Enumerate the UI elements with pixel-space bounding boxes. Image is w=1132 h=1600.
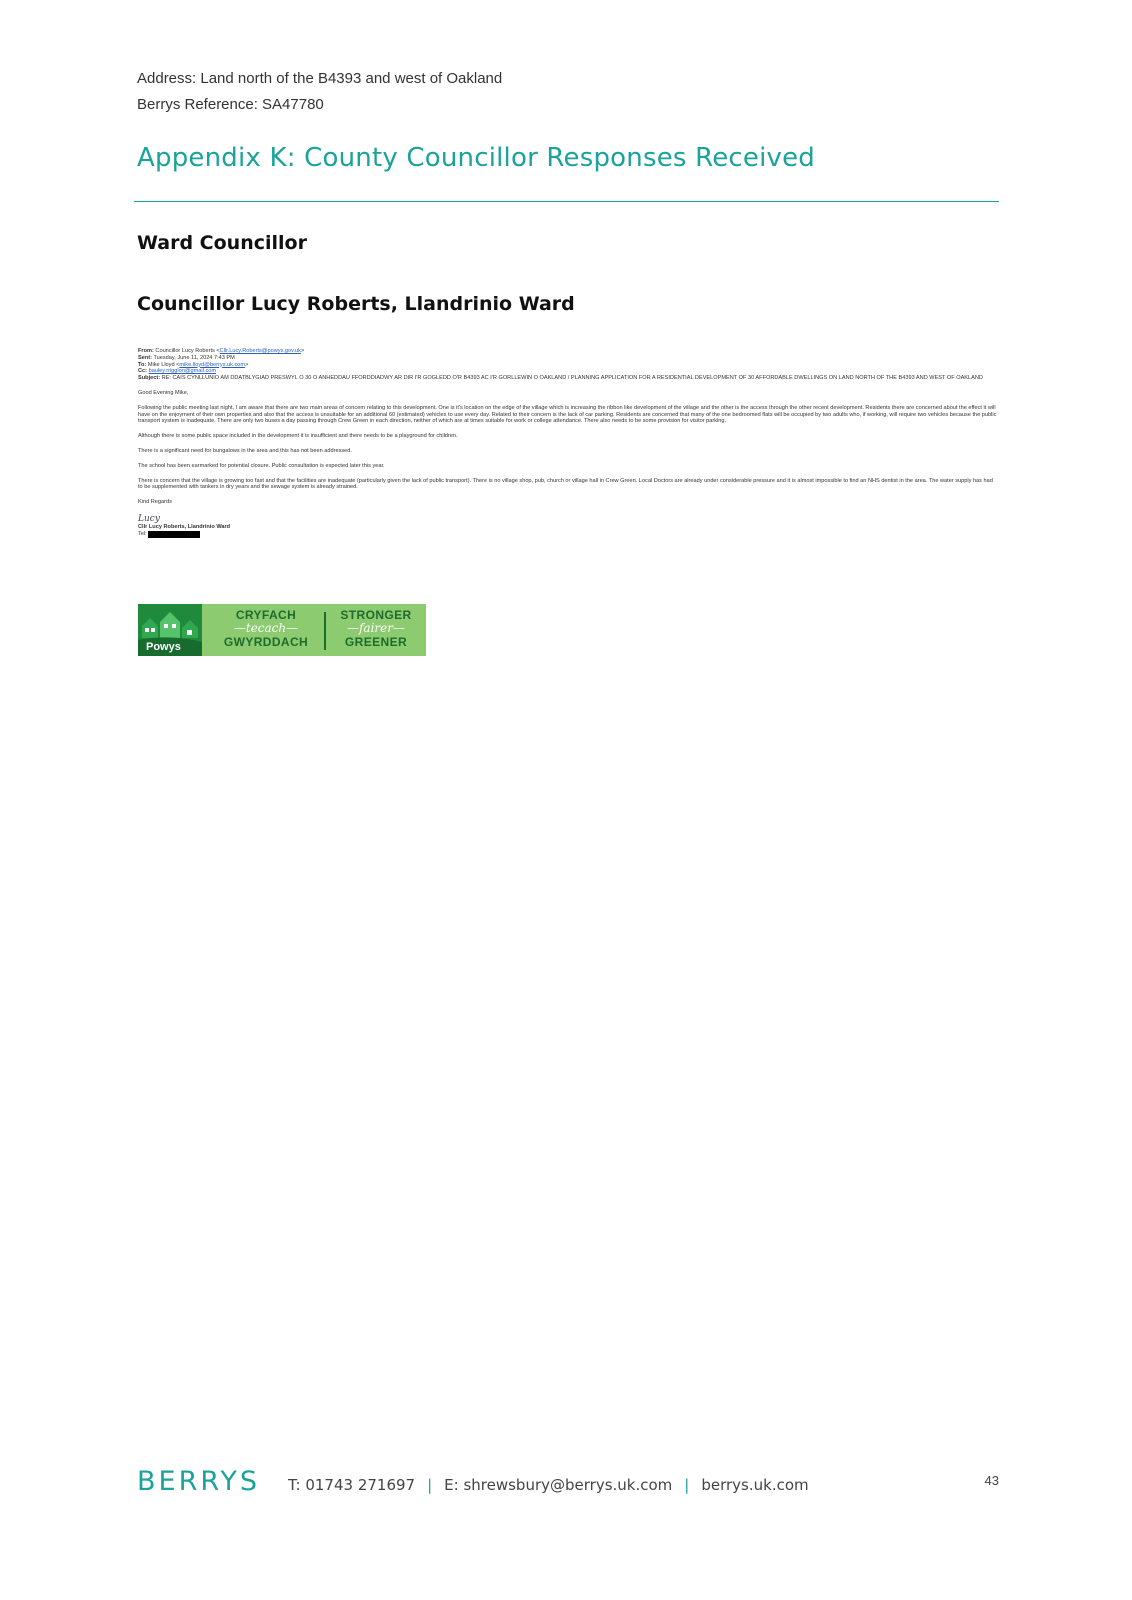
email-closing: Kind Regards [138, 499, 172, 506]
signature-name: Cllr Lucy Roberts, Llandrinio Ward [138, 523, 231, 530]
email-headers [138, 348, 998, 382]
page-number: 43 [984, 1473, 999, 1488]
footer-website-link[interactable]: berrys.uk.com [701, 1476, 809, 1494]
email-screenshot [138, 348, 998, 539]
email-paragraph: There is a significant need for bungalows in the area and this has not been addressed. [138, 447, 352, 454]
from-email-link[interactable]: Cllr.Lucy.Roberts@powys.gov.uk [219, 348, 301, 354]
to-email-link[interactable]: mike.lloyd@berrys.uk.com [179, 361, 246, 368]
welsh-slogan: CRYFACH —tecach— GWYRDDACH [223, 608, 309, 649]
email-from: From: Councillor Lucy Roberts <Cllr.Lucy.Roberts@powys.gov.uk> [138, 348, 305, 354]
email-sent: Sent: Tuesday, June 11, 2024 7:43 PM [138, 354, 235, 361]
reference-line: Berrys Reference: SA47780 [137, 96, 324, 113]
email-cc: Cc: bauley.rrigglon@gmail.com [138, 368, 217, 375]
redaction-box [148, 531, 200, 538]
footer-phone: T: 01743 271697 [288, 1476, 416, 1494]
email-to: To: Mike Lloyd <mike.lloyd@berrys.uk.com> [138, 361, 249, 368]
title-divider [134, 201, 999, 202]
english-slogan: STRONGER —fairer— GREENER [340, 608, 412, 649]
email-paragraph: Although there is some public space included in the development it is insufficient and there needs to be a playground for children. [138, 433, 458, 440]
handwritten-signature: Lucy [138, 513, 160, 524]
section-heading-councillor-name: Councillor Lucy Roberts, Llandrinio Ward [137, 293, 575, 315]
email-paragraph: Following the public meeting last night, I am aware that there are two main areas of concern relating to this development. One is it's location on the edge of the village which is increasing the ribbon like development of the village and the other is the access through the other recent development. Residents there are concerned about the effect it will have on the enjoyment of their own properties and also that the access is unsuitable for an additional 60 (estimated) vehicles to use every day. Related to their concern is the lack of car parking. Residents are concerned that many of the one bedroomed flats will be occupied by two adults who, if working, will require two vehicles because the public transport system is inadequate. There are only two buses a day passing through Crew Green in each direction, neither of which are at times suitable for work or college attendance. There also needs to be some provision for visitor parking. [138, 404, 997, 425]
houses-illustration-icon [138, 604, 202, 656]
powys-banner [138, 604, 426, 656]
footer-separator: | [427, 1476, 433, 1494]
footer-email-link[interactable]: E: shrewsbury@berrys.uk.com [444, 1476, 673, 1494]
powys-logo-text: Powys [146, 641, 181, 653]
page-footer [137, 1466, 999, 1496]
footer-contact [288, 1476, 809, 1494]
email-paragraph: The school has been earmarked for potential closure. Public consultation is expected later this year. [138, 462, 385, 469]
page-title: Appendix K: County Councillor Responses Received [137, 143, 816, 173]
section-heading-ward-councillor: Ward Councillor [137, 232, 307, 254]
banner-divider [324, 612, 326, 650]
footer-separator: | [684, 1476, 690, 1494]
email-subject: Subject: RE: CAIS CYNLLUNIO AM DDATBLYGIAD PRESWYL O 30 O ANHEDDAU FFORDDIADWY AR DIR I'R GOGLEDD O'R B4393 AC I'R GORLLEWIN O OAKLAND / PLANNING APPLICATION FOR A RESIDENTIAL DEVELOPMENT OF 30 AFFORDABLE DWELLINGS ON LAND NORTH OF THE B4393 AND WEST OF OAKLAND [138, 375, 983, 382]
email-greeting: Good Evening Mike, [138, 389, 189, 396]
email-paragraph: There is concern that the village is growing too fast and that the facilities are inadequate (particularly given the lack of public transport). There is no village shop, pub, church or village hall in Crew Green. Local Doctors are already under considerable pressure and it is almost impossible to find an NHS dentist in the area. The water supply has had to be supplemented with tankers in dry years and the sewage system is already strained. [138, 477, 993, 491]
address-line: Address: Land north of the B4393 and west of Oakland [137, 70, 503, 87]
berrys-logo: BERRYS [137, 1466, 261, 1497]
telephone-line: Tel: [138, 531, 998, 539]
cc-email-link[interactable]: bauley.rrigglon@gmail.com [148, 368, 217, 375]
